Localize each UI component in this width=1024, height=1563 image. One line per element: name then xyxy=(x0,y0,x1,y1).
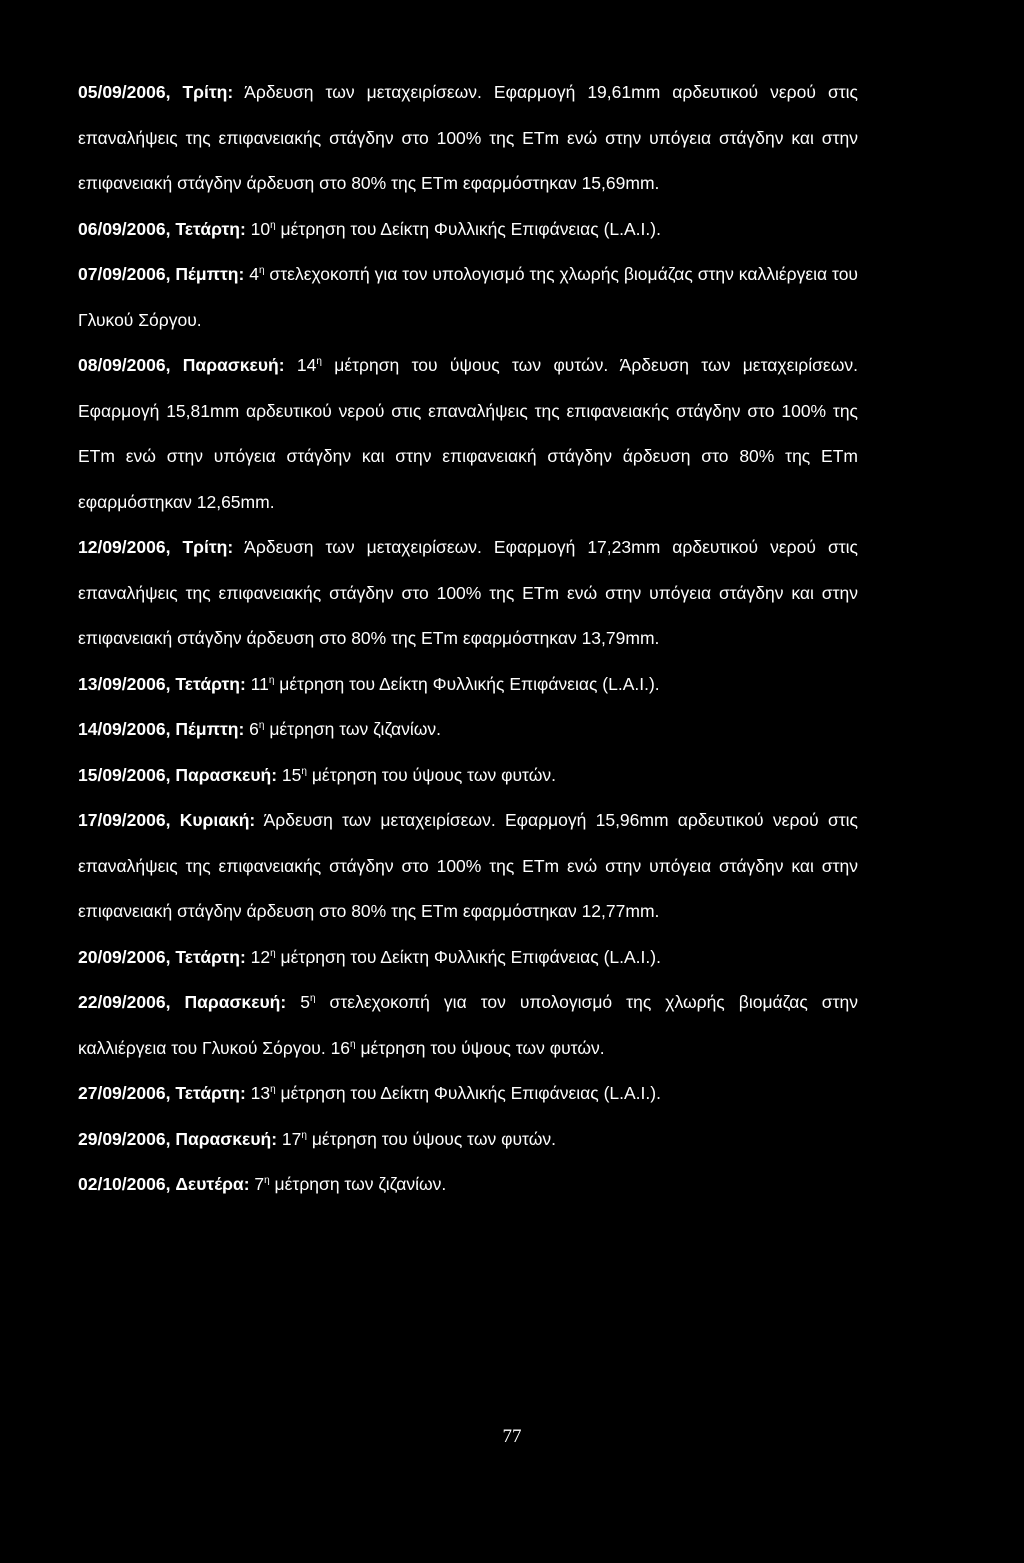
entry-day: Παρασκευή: xyxy=(184,992,287,1012)
entry-ordinal: 13 xyxy=(250,1083,271,1103)
entry-day: Τετάρτη: xyxy=(175,946,246,967)
entry-day: Παρασκευή: xyxy=(175,1128,278,1149)
page-number: 77 xyxy=(502,1426,522,1447)
log-entry-17-09 xyxy=(78,798,858,935)
entry-text: μέτρηση των ζιζανίων. xyxy=(264,719,442,739)
entry-day: Παρασκευή: xyxy=(175,764,278,785)
ordinal-suffix: η xyxy=(316,356,322,367)
log-entry-29-09 xyxy=(78,1117,858,1163)
document-body xyxy=(78,70,858,1208)
entry-date: 27/09/2006, xyxy=(78,1083,171,1103)
entry-date: 12/09/2006, xyxy=(78,537,171,557)
log-entry-20-09 xyxy=(78,935,858,981)
entry-day: Παρασκευή: xyxy=(182,355,285,375)
entry-ordinal: 12 xyxy=(250,946,271,967)
entry-day: Τετάρτη: xyxy=(175,673,246,694)
entry-day: Πέμπτη: xyxy=(175,264,245,284)
ordinal-suffix: η xyxy=(301,765,307,777)
entry-text: μέτρηση του ύψους των φυτών. xyxy=(306,1128,556,1149)
entry-date: 15/09/2006, xyxy=(78,764,171,785)
entry-ordinal: 10 xyxy=(250,218,271,239)
entry-day: Τρίτη: xyxy=(182,537,234,557)
ordinal-suffix: η xyxy=(258,720,265,731)
entry-day: Κυριακή: xyxy=(179,810,256,830)
ordinal-suffix: η xyxy=(258,265,265,276)
entry-text: μέτρηση του Δείκτη Φυλλικής Επιφάνειας (L.A.I.). xyxy=(275,1083,661,1103)
entry-text: μέτρηση του Δείκτη Φυλλικής Επιφάνειας (L.A.I.). xyxy=(274,673,660,694)
entry-date: 02/10/2006, xyxy=(78,1174,171,1194)
entry-day: Δευτέρα: xyxy=(175,1174,250,1194)
log-entry-06-09 xyxy=(78,207,858,253)
ordinal-suffix: η xyxy=(268,674,275,686)
entry-ordinal: 11 xyxy=(250,673,269,694)
log-entry-12-09 xyxy=(78,525,858,662)
entry-text: μέτρηση του ύψους των φυτών. xyxy=(306,764,556,785)
entry-text: μέτρηση του Δείκτη Φυλλικής Επιφάνειας (L.A.I.). xyxy=(275,218,661,239)
entry-ordinal: 6 xyxy=(249,719,259,739)
log-entry-08-09 xyxy=(78,343,858,525)
entry-date: 29/09/2006, xyxy=(78,1128,171,1149)
entry-text: στελεχοκοπή για τον υπολογισμό της χλωρής βιομάζας στην καλλιέργεια του Γλυκού Σόργου. 16 xyxy=(78,992,858,1058)
entry-text: Άρδευση των μεταχειρίσεων. Εφαρμογή 15,96mm αρδευτικού νερού στις επαναλήψεις της επιφανειακής στάγδην στο 100% της ETm ενώ στην υπόγεια στάγδην και στην επιφανειακή στάγδην άρδευση στο 80% της ETm εφαρμόστηκαν 12,77mm. xyxy=(78,810,858,921)
entry-ordinal: 4 xyxy=(249,264,259,284)
entry-text: μέτρηση του ύψους των φυτών. xyxy=(355,1037,605,1058)
ordinal-suffix: η xyxy=(350,1038,356,1050)
entry-ordinal: 14 xyxy=(296,355,317,375)
entry-text: Άρδευση των μεταχειρίσεων. Εφαρμογή 19,61mm αρδευτικού νερού στις επαναλήψεις της επιφανειακής στάγδην στο 100% της ETm ενώ στην υπόγεια στάγδην και στην επιφανειακή στάγδην άρδευση στο 80% της ETm εφαρμόστηκαν 15,69mm. xyxy=(78,82,858,193)
ordinal-suffix: η xyxy=(301,1129,307,1141)
entry-text: μέτρηση του ύψους των φυτών. Άρδευση των μεταχειρίσεων. Εφαρμογή 15,81mm αρδευτικού νερού στις επαναλήψεις της επιφανειακής στάγδην στο 100% της ETm ενώ στην υπόγεια στάγδην και στην επιφανειακή στάγδην άρδευση στο 80% της ETm εφαρμόστηκαν 12,65mm. xyxy=(78,355,858,512)
ordinal-suffix: η xyxy=(309,993,316,1004)
entry-date: 17/09/2006, xyxy=(78,810,171,830)
ordinal-suffix: η xyxy=(270,947,276,959)
entry-day: Πέμπτη: xyxy=(175,719,245,739)
log-entry-27-09 xyxy=(78,1071,858,1117)
entry-day: Τετάρτη: xyxy=(175,1083,246,1103)
entry-date: 20/09/2006, xyxy=(78,946,171,967)
entry-text: Άρδευση των μεταχειρίσεων. Εφαρμογή 17,23mm αρδευτικού νερού στις επαναλήψεις της επιφανειακής στάγδην στο 100% της ETm ενώ στην υπόγεια στάγδην και στην επιφανειακή στάγδην άρδευση στο 80% της ETm εφαρμόστηκαν 13,79mm. xyxy=(78,537,858,648)
ordinal-suffix: η xyxy=(264,1175,270,1186)
entry-text: στελεχοκοπή για τον υπολογισμό της χλωρής βιομάζας στην καλλιέργεια του Γλυκού Σόργου. xyxy=(78,264,859,330)
log-entry-14-09 xyxy=(78,707,858,753)
entry-date: 13/09/2006, xyxy=(78,673,171,694)
entry-ordinal: 15 xyxy=(281,764,302,785)
entry-text: μέτρηση των ζιζανίων. xyxy=(269,1174,447,1194)
ordinal-suffix: η xyxy=(270,219,276,231)
entry-day: Τρίτη: xyxy=(182,82,234,102)
ordinal-suffix: η xyxy=(270,1084,276,1095)
log-entry-07-09 xyxy=(78,252,858,343)
log-entry-15-09 xyxy=(78,753,858,799)
entry-day: Τετάρτη: xyxy=(175,218,246,239)
log-entry-13-09 xyxy=(78,662,858,708)
log-entry-05-09 xyxy=(78,70,858,207)
entry-date: 22/09/2006, xyxy=(78,992,171,1012)
entry-date: 06/09/2006, xyxy=(78,218,171,239)
entry-ordinal: 5 xyxy=(300,992,310,1012)
entry-date: 07/09/2006, xyxy=(78,264,171,284)
entry-date: 14/09/2006, xyxy=(78,719,171,739)
entry-date: 05/09/2006, xyxy=(78,82,171,102)
entry-ordinal: 17 xyxy=(281,1128,302,1149)
log-entry-02-10 xyxy=(78,1162,858,1208)
entry-date: 08/09/2006, xyxy=(78,355,171,375)
log-entry-22-09 xyxy=(78,980,858,1071)
entry-ordinal: 7 xyxy=(254,1174,265,1194)
entry-text: μέτρηση του Δείκτη Φυλλικής Επιφάνειας (L.A.I.). xyxy=(275,946,661,967)
